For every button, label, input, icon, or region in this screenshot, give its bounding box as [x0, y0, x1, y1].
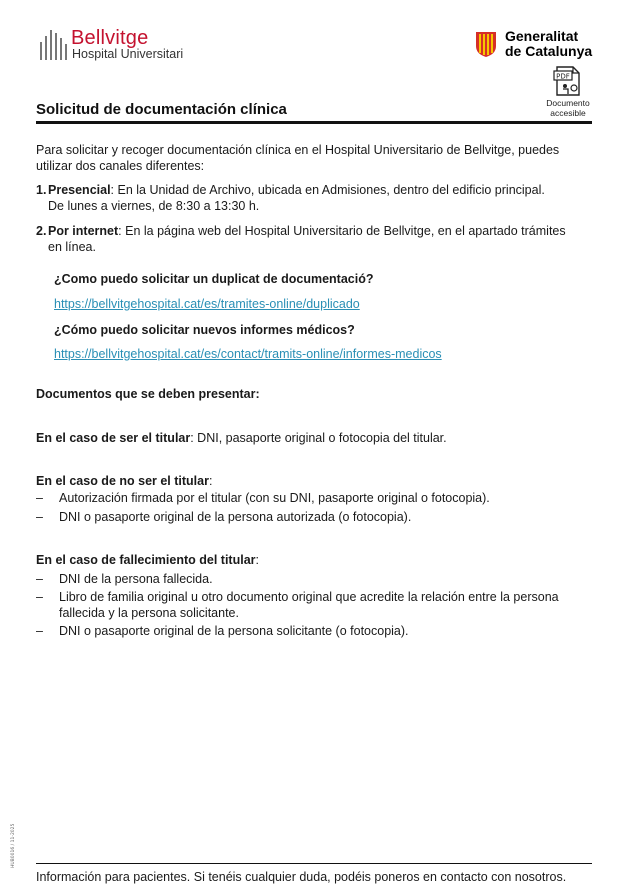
generalitat-wordmark	[505, 29, 592, 59]
list-item-text: DNI o pasaporte original de la persona solicitante (o fotocopia).	[59, 624, 409, 638]
case-holder-text: : DNI, pasaporte original o fotocopia del titular.	[190, 431, 447, 445]
title-divider	[36, 121, 592, 124]
gov-line-1: Generalitat	[505, 28, 579, 44]
faq-question-duplicate: ¿Como puedo solicitar un duplicat de documentació?	[54, 272, 374, 286]
list-item-text: Libro de familia original u otro documento original que acredite la relación entre la persona fallecida y la persona solicitante.	[59, 590, 559, 620]
dash-bullet: –	[36, 624, 43, 638]
list-item	[36, 490, 576, 506]
gov-line-2: de Catalunya	[505, 43, 593, 59]
accessible-pdf-icon	[553, 66, 583, 96]
channel-number: 1.	[36, 183, 47, 197]
case-deceased-heading	[36, 552, 259, 568]
footer-divider	[36, 863, 592, 864]
accessible-document-label	[535, 98, 601, 118]
channel-number: 2.	[36, 224, 47, 238]
list-item-text: DNI de la persona fallecida.	[59, 572, 213, 586]
case-deceased-suffix: :	[255, 553, 259, 567]
case-not-holder-label: En el caso de no ser el titular	[36, 474, 209, 488]
dash-bullet: –	[36, 510, 43, 524]
bellvitge-logo-bars	[40, 30, 68, 60]
channel-label: Por internet	[48, 224, 119, 238]
faq-link-duplicate[interactable]: https://bellvitgehospital.cat/es/tramites-online/duplicado	[54, 297, 360, 311]
faq-question-reports: ¿Cómo puedo solicitar nuevos informes médicos?	[54, 323, 355, 337]
dash-bullet: –	[36, 491, 43, 505]
hospital-subtitle: Hospital Universitari	[72, 47, 184, 61]
dash-bullet: –	[36, 572, 43, 586]
document-code	[10, 820, 16, 870]
pdf-badge-text: PDF	[556, 72, 570, 81]
hospital-name: Bellvitge	[71, 27, 149, 49]
case-deceased-list	[36, 571, 576, 639]
footer-note: Información para pacientes. Si tenéis cualquier duda, podéis poneros en contacto con nosotros.	[36, 870, 567, 884]
channel-item-internet	[36, 223, 576, 255]
case-holder-label: En el caso de ser el titular	[36, 431, 191, 445]
generalitat-emblem-icon	[474, 30, 498, 58]
list-item-text: Autorización firmada por el titular (con su DNI, pasaporte original o fotocopia).	[59, 491, 490, 505]
case-not-holder-suffix: :	[208, 474, 213, 488]
case-not-holder-list	[36, 490, 576, 525]
document-code-text: HUB0016 / 11-2025	[11, 823, 16, 868]
accessible-line-2: accesible	[550, 108, 586, 118]
faq-link-reports[interactable]: https://bellvitgehospital.cat/es/contact/tramits-online/informes-medicos	[54, 347, 442, 361]
list-item-text: DNI o pasaporte original de la persona autorizada (o fotocopia).	[59, 510, 412, 524]
channel-text-line-2: en línea.	[48, 240, 96, 254]
list-item	[36, 509, 576, 525]
channel-text: : En la Unidad de Archivo, ubicada en Admisiones, dentro del edificio principal.	[110, 183, 545, 197]
case-deceased-label: En el caso de fallecimiento del titular	[36, 553, 256, 567]
case-not-holder-heading	[36, 473, 212, 489]
channel-label: Presencial	[48, 183, 111, 197]
page-title: Solicitud de documentación clínica	[36, 101, 287, 118]
channel-text-line-2: De lunes a viernes, de 8:30 a 13:30 h.	[48, 199, 260, 213]
case-holder	[36, 430, 447, 446]
documents-heading: Documentos que se deben presentar:	[36, 387, 260, 401]
list-item	[36, 589, 564, 621]
list-item	[36, 571, 576, 587]
channel-text: : En la página web del Hospital Universitario de Bellvitge, en el apartado trámites	[118, 224, 566, 238]
list-item	[36, 623, 576, 639]
channel-item-presencial	[36, 182, 576, 214]
intro-paragraph: Para solicitar y recoger documentación clínica en el Hospital Universitario de Bellvitge, puedes utilizar dos canales diferentes:	[36, 143, 560, 173]
accessible-line-1: Documento	[546, 98, 590, 108]
dash-bullet: –	[36, 590, 43, 604]
